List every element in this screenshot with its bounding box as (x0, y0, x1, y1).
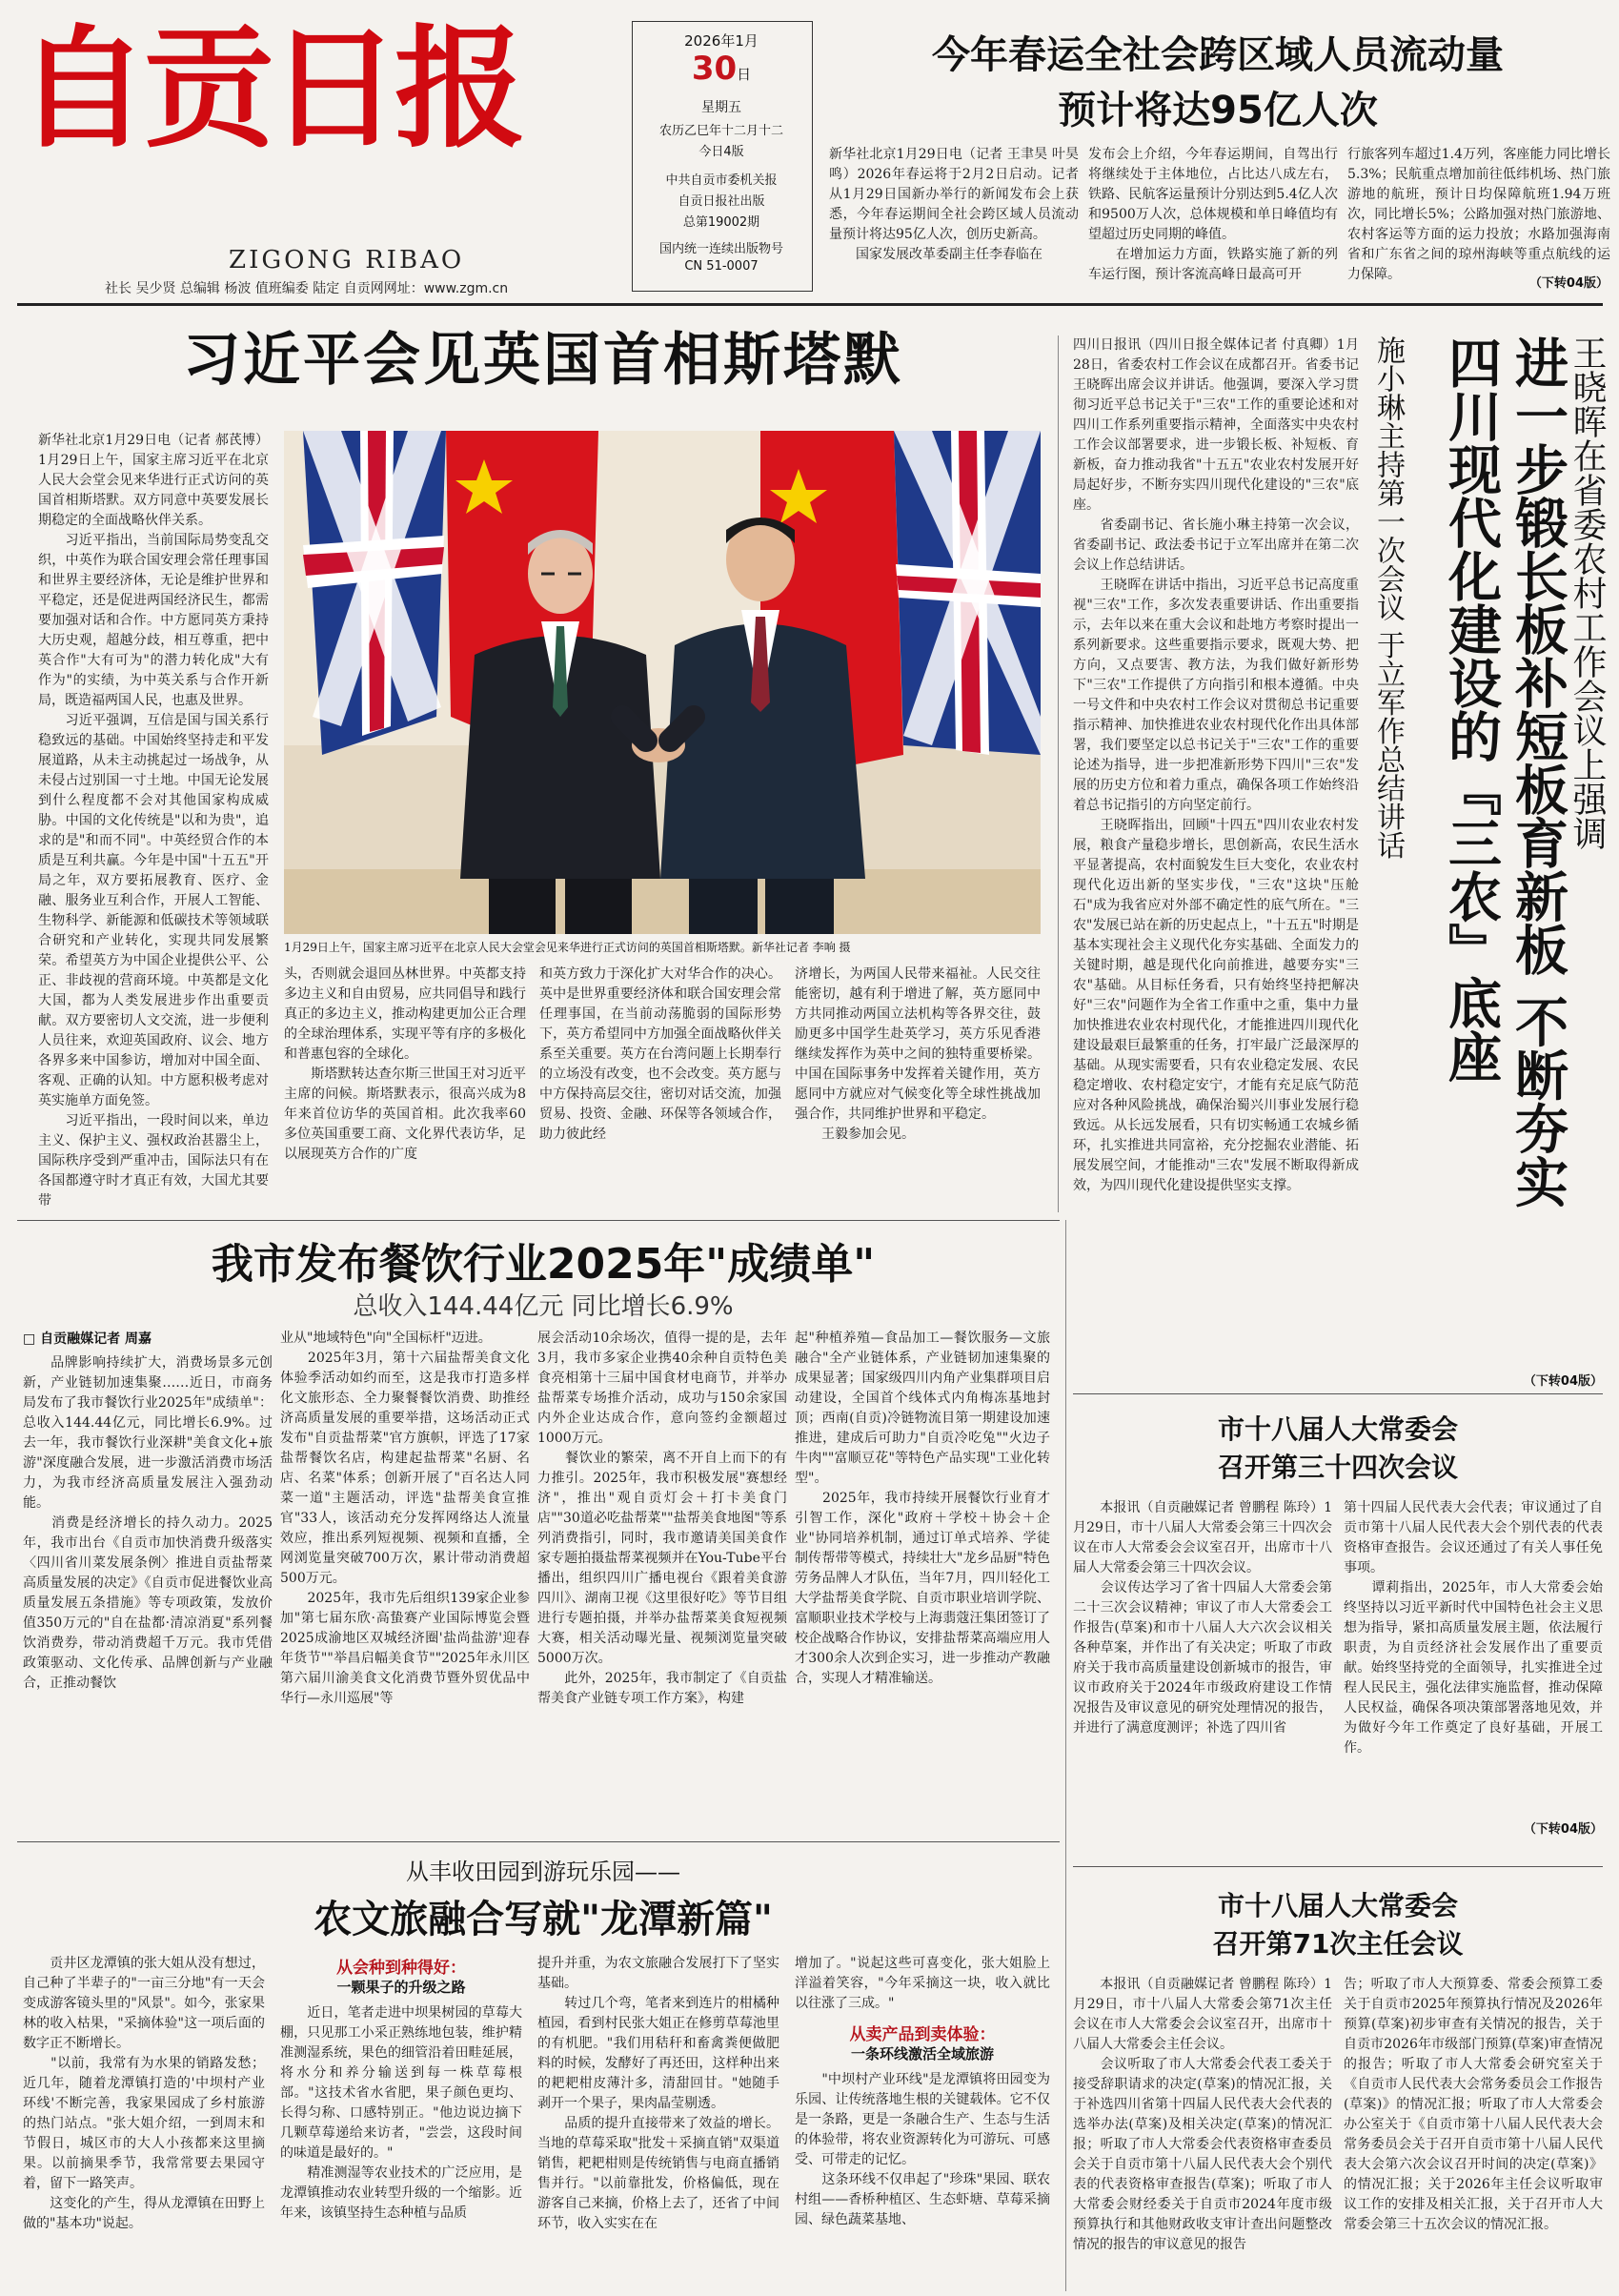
npc71-title-1: 市十八届人大常委会 (1217, 1890, 1458, 1921)
rural-kicker: 从丰收田园到游玩乐园—— (406, 1859, 680, 1885)
rural-col-2: 近日，笔者走进中坝果树园的草莓大棚，只见那工小采正熟练地包装，维护精准测湿系统，果色的细管沿着田畦延展，将水分和养分输送到每一株草莓根部。"这技术省水省肥，果子颜色更均、长得匀称、口感特别正。"他边说边摘下几颗草莓递给来访者，"尝尝，这段时间的味道是最好的。" 精准测湿等农业技术的广泛应用，是龙潭镇推动农业转型升级的一个缩影。近年来，该镇坚持生态种植与品质 (280, 2005, 522, 2221)
top-story-continued: （下转04版） (1528, 276, 1609, 291)
union-flag-right (894, 431, 1041, 755)
lead-right-divider (1058, 335, 1059, 1212)
lead-photo-caption: 1月29日上午，国家主席习近平在北京人民大会堂会见来华进行正式访问的英国首相斯塔默。新华社记者 李响 摄 (284, 941, 851, 954)
rural-col-5: "中坝村产业环线"是龙潭镇将田园变为乐园、让传统落地生根的关键载体。它不仅是一条路，更是一条融合生产、生态与生活的体验带，将农业资源转化为可游玩、可感受、可带走的记忆。 这条环线不仅串起了"珍珠"果园、联农村组——香桥种植区、生态虾塘、草莓采摘园、绿色蔬菜基地、 (795, 2072, 1050, 2227)
npc34-continued: （下转04版） (1523, 1822, 1603, 1837)
npc34-title-2: 召开第三十四次会议 (1217, 1452, 1458, 1483)
catering-col-1: 品牌影响持续扩大，消费场景多元创新，产业链韧加速集聚……近日，市商务局发布了我市餐饮行业2025年"成绩单"：总收入144.44亿元，同比增长6.9%。过去一年，我市餐饮行业深耕"美食文化+旅游"深度融合发展，进一步激活消费市场活力，为我市经济高质量发展注入强劲动能。 消费是经济增长的持久动力。2025年，我市出台《自贡市加快消费升级落实〈四川省川菜发展条例〉推进自贡盐帮菜高质量发展的决定》《自贡市促进餐饮业高质量发展五条措施》等专项政策，发放价值350万元的"自在盐都·清凉消夏"系列餐饮消费券，带动消费超千万元。我市凭借政策驱动、文化传承、品牌创新与产业融合，正推动餐饮 (23, 1355, 273, 1691)
rural-top-rule (17, 1841, 1060, 1842)
lower-right-divider (1065, 1220, 1066, 2291)
catering-byline: □ 自贡融媒记者 周嘉 (23, 1331, 152, 1347)
rural-subhead-1: 从会种到种得好： (336, 1959, 466, 1978)
npc71-col-1: 本报讯（自贡融媒记者 曾鹏程 陈玲）1月29日，市十八届人大常委会第71次主任会议在市人大常委会会议室召开，出席市十八届人大常委会主任会议。 会议听取了市人大常委会代表工委关于接受辞职请求的决定(草案)的情况汇报，关于补选四川省第十四届人民代表大会代表的选举办法(草案)及相关决定(草案)的情况汇报；听取了市人大常委会代表资格审查委员会关于自贡市第十八届人民代表大会个别代表的代表资格审查报告(草案)；听取了市人大常委会财经委关于自贡市2024年度市级预算执行和其他财政收支审计查出问题整改情况的报告的审议意见的报告 (1073, 1977, 1332, 2252)
catering-col-3: 展会活动10余场次，值得一提的是，去年3月，我市多家企业携40余种自贡特色美食亮相第十三届中国食材电商节，并举办盐帮菜专场推介活动，成功与150余家国内外企业达成合作，意向签约金额超过1000万元。 餐饮业的繁荣，离不开自上而下的有力推引。2025年，我市积极发展"赛想经济"，推出"观自贡灯会＋打卡美食门店""30道必吃盐帮菜""盐帮美食地图"等系列消费指引，同时，我市邀请美国美食作家专题拍摄盐帮菜视频并在You-Tube平台播出，组织四川广播电视台《跟着美食游四川》、湖南卫视《这里很好吃》等节目组进行专题拍摄，并举办盐帮菜美食短视频大赛，相关活动曝光量、视频浏览量突破5000万次。 此外，2025年，我市制定了《自贡盐帮美食产业链专项工作方案》，构建 (537, 1331, 787, 1706)
date-day-number: 30 (691, 50, 738, 88)
union-flag-left (303, 431, 446, 755)
npc34-col-1: 本报讯（自贡融媒记者 曾鹏程 陈玲）1月29日，市十八届人大常委会第三十四次会议在市人大常委会会议室召开，出席市十八届人大常委会第三十四次会议。 会议传达学习了省十四届人大常委会第二十三次会议精神；审议了市人大常委会工作报告(草案)和市十八届人大六次会议相关各种草案，并作出了有关决定；听取了市政府关于我市高质量建设创新城市的报告，审议市政府关于2024年市级政府建设工作情况报告及审议意见的研究处理情况的报告，并进行了满意度测评；补选了四川省 (1073, 1500, 1332, 1736)
top-story-col-1: 新华社北京1月29日电（记者 王聿昊 叶昊鸣）2026年春运将于2月2日启动。记者从1月29日国新办举行的新闻发布会上获悉，今年春运期间全社会跨区域人员流动量预计将达95亿人次，创历史新高。 国家发展改革委副主任李春临在 (829, 147, 1079, 262)
lead-photo-illustration (284, 431, 1041, 934)
cn-label: 国内统一连续出版物号 (658, 242, 783, 256)
lead-col-c: 济增长，为两国人民带来福祉。人民交往能密切，越有利于增进了解，英方愿同中方共同推动两国立法机构等各界交往，鼓励更多中国学生赴英学习，英方乐见香港继续发挥作为英中之间的独特重要桥梁。中国在国际事务中发挥着关键作用，英方愿同中方就应对气候变化等全球性挑战加强合作，共同维护世界和平稳定。 王毅参加会见。 (795, 966, 1041, 1142)
date-pages: 今日4版 (698, 145, 744, 159)
top-story-col-2: 发布会上介绍，今年春运期间，自驾出行将继续处于主体地位，占比达八成左右，铁路、民航客运量预计分别达到5.4亿人次和9500万人次，总体规模和单日峰值均有望超过历史同期的峰值。 在增加运力方面，铁路实施了新的列车运行图，预计客流高峰日最高可开 (1088, 147, 1338, 282)
date-day-suffix: 日 (737, 66, 752, 83)
npc34-col-2: 第十四届人民代表大会代表；审议通过了自贡市第十八届人民代表大会个别代表的代表资格审查报告。会议还通过了有关人事任免事项。 谭莉指出，2025年，市人大常委会始终坚持以习近平新时代中国特色社会主义思想为指导，紧扣高质量发展主题，依法履行职责，为自贡经济社会发展作出了重要贡献。始终坚持党的全面领导，扎实推进全过程人民民主，强化法律实施监督，推动保障人民权益，确保各项决策部署落地见效，并为做好今年工作奠定了良好基础，开展工作。 (1344, 1500, 1603, 1756)
catering-title: 我市发布餐饮行业2025年"成绩单" (211, 1240, 876, 1289)
catering-top-rule (17, 1220, 1060, 1221)
catering-col-2: 业从"地域特色"向"全国标杆"迈进。 2025年3月，第十六届盐帮美食文化体验季活动如约而至，这是我市打造多样化文旅形态、全力聚餐餐饮消费、助推经济高质量发展的重要举措，这场活动正式发布"自贡盐帮菜"官方旗帜，评选了17家盐帮餐饮名店，构建起盐帮菜"名厨、名店、名菜"体系；创新开展了"百名达人同菜一道"主题活动，评选"盐帮美食宣推官"33人，该活动充分发挥网络达人流量效应，推出系列短视频、视频和直播，全网浏览量突破700万次，累计带动消费超500万元。 2025年，我市先后组织139家企业参加"第七届东欣·高蛰赛产业国际博览会暨2025成渝地区双城经济圈'盐尚盐游'迎春年货节""举昌启幅美食节""2025年永川区第六届川渝美食文化消费节暨外贸优品中华行—永川巡展"等 (280, 1331, 530, 1706)
masthead-logo: 自贡日报 (17, 10, 521, 166)
sichuan-continued: （下转04版） (1523, 1374, 1603, 1389)
lead-photo (284, 431, 1041, 934)
lead-col-a: 头，否则就会退回丛林世界。中英都支持多边主义和自由贸易，应共同倡导和践行真正的多边主义，推动构建更加公正合理的全球治理体系，实现平等有序的多极化和普惠包容的全球化。 斯塔默转达查尔斯三世国王对习近平主席的问候。斯塔默表示，很高兴成为8年来首位访华的英国首相。此次我率60多位英国重要工商、文化界代表访华，足以展现英方合作的广度 (284, 966, 526, 1162)
rural-subhead-2b: 一条环线激活全域旅游 (850, 2045, 994, 2062)
top-story-title-line-2: 预计将达95亿人次 (1058, 89, 1378, 132)
rural-col-4: 增加了。"说起这些可喜变化，张大姐脸上洋溢着笑容，"今年采摘这一块，收入就比以往涨了三成。" (795, 1956, 1050, 2011)
publisher-line-1: 中共自贡市委机关报 (665, 173, 778, 188)
npc71-title-2: 召开第71次主任会议 (1212, 1928, 1464, 1960)
rural-col-1: 贡井区龙潭镇的张大姐从没有想过，自己种了半辈子的"一亩三分地"有一天会变成游客镜头里的"风景"。如今，张家果林的收入枯果，"采摘体验"这一项后面的数字正不断增长。 "以前，我常有为水果的销路发愁；近几年，随着龙潭镇打造的'中坝村产业环线'不断完善，我家果园成了乡村旅游的热门站点。"张大姐介绍，一到周末和节假日，城区市的大人小孩都来这里摘果。以前摘果季节，我常常要去果园守着，留下一路笑声。 这变化的产生，得从龙潭镇在田野上做的"基本功"说起。 (23, 1956, 265, 2231)
npc71-top-rule (1073, 1866, 1603, 1867)
cn-number: CN 51-0007 (684, 259, 759, 274)
npc34-top-rule (1073, 1393, 1603, 1394)
top-story-title-line-1: 今年春运全社会跨区域人员流动量 (932, 33, 1504, 77)
sichuan-intro-title: 王晓晖在省委农村工作会议上强调 (1568, 335, 1607, 850)
masthead-staff-line: 社长 吴少贤 总编辑 杨波 值班编委 陆定 自贡网网址：www.zgm.cn (105, 281, 509, 296)
lead-col-left: 新华社北京1月29日电（记者 郝芪博）1月29日上午，国家主席习近平在北京人民大会堂会见来华进行正式访问的英国首相斯塔默。双方同意中英要发展长期稳定的全面战略伙伴关系。 习近平指出，当前国际局势变乱交织，中英作为联合国安理会常任理事国和世界主要经济体，无论是维护世界和平稳定，还是促进两国经济民生，都需要加强对话和合作。中方愿同英方秉持大历史观，超越分歧，相互尊重，把中英合作"大有可为"的潜力转化成"大有作为"的实绩，为中英关系与合作开新局，既造福两国人民，也惠及世界。 习近平强调，互信是国与国关系行稳致远的基础。中国始终坚持走和平发展道路，从未主动挑起过一场战争，从未侵占过别国一寸土地。中国无论发展到什么程度都不会对其他国家构成威胁。中国的文化传统是"以和为贵"，追求的是"和而不同"。中英经贸合作的本质是互利共赢。今年是中国"十五五"开局之年，双方要拓展教育、医疗、金融、服务业互利合作，开展人工智能、生物科学、新能源和低碳技术等领域联合研究和产业转化，实现共同发展繁荣。希望英方为中国企业提供公平、公正、非歧视的营商环境。中英都是文化大国，都为人类发展进步作出重要贡献。双方要密切人文交流，进一步便利人员往来，欢迎英国政府、议会、地方各界多来中国参访，增加对中国全面、客观、正确的认知。中方愿积极考虑对英实施单方面免签。 习近平指出，一段时间以来，单边主义、保护主义、强权政治甚嚣尘上，国际秩序受到严重冲击，国际法只有在各国都遵守时才真正有效，大国尤其要带 (38, 433, 269, 1209)
lead-col-b: 和英方致力于深化扩大对华合作的决心。英中是世界重要经济体和联合国安理会常任理事国，在当前动荡脆弱的国际形势下，英方希望同中方加强全面战略伙伴关系至关重要。英方在台湾问题上长期奉行的立场没有改变，也不会改变。英方愿与中方保持高层交往，密切对话交流，加强贸易、投资、金融、环保等各领域合作，助力彼此经 (539, 966, 781, 1142)
masthead-pinyin: ZIGONG RIBAO (229, 246, 465, 274)
catering-col-4: 起"种植养殖—食品加工—餐饮服务—文旅融合"全产业链体系，产业链韧加速集聚的成果显著；国家级四川内角产业集群项目启动建设，全国首个线体式内角梅冻基地封顶；西南(自贡)冷链物流目第一期建设加速推进，建成后可助力"自贡冷吃兔""火边子牛肉""富顺豆花"等特色产品实现"工业化转型"。 2025年，我市持续开展餐饮行业育才引智工作，深化"政府＋学校＋协会＋企业"协同培养机制，通过订单式培养、学徒制传帮带等模式，持续壮大"龙乡品厨"特色劳务品牌人才队伍，当年7月，四川轻化工大学盐帮美食学院、自贡市职业培训学院、富顺职业技术学校与上海翡蔻汪集团签订了校企战略合作协议，安排盐帮菜高端应用人才300余人次到企实习，进一步推动产教融合，实现人才精准输送。 (795, 1331, 1050, 1686)
catering-subtitle: 总收入144.44亿元 同比增长6.9% (353, 1292, 734, 1321)
publisher-line-2: 自贡日报社出版 (678, 194, 765, 209)
rural-subhead-1b: 一颗果子的升级之路 (336, 1979, 466, 1996)
masthead-rule (17, 303, 1603, 306)
date-year-month: 2026年1月 (684, 32, 759, 50)
top-story-col-3: 行旅客列车超过1.4万列，客座能力同比增长5.3%；民航重点增加前往低纬机场、热门旅游地的航班，预计日均保障航班1.94万班次，同比增长5%；公路加强对热门旅游地、农村客运等方面的运力投放；水路加强海南省和广东省之间的琼州海峡等重点航线的运力保障。 (1347, 147, 1610, 282)
rural-col-3: 提升并重，为农文旅融合发展打下了坚实基础。 转过几个弯，笔者来到连片的柑橘种植园，看到村民张大姐正在修剪草莓池里的有机肥。"我们用秸秆和畜禽粪便做肥料的时候，发酵好了再还田，这样种出来的耙耙柑皮薄汁多，清甜回甘。"她随手剥开一个果子，果肉晶莹剔透。 品质的提升直接带来了效益的增长。当地的草莓采取"批发＋采摘直销"双渠道销售，耙耙柑则是传统销售与电商直播销售并行。"以前靠批发，价格偏低，现在游客自己来摘，价格上去了，还省了中间环节，收入实实在在 (537, 1956, 779, 2231)
rural-title: 农文旅融合写就"龙潭新篇" (314, 1898, 773, 1941)
npc71-col-2: 告；听取了市人大预算委、常委会预算工委关于自贡市2025年预算执行情况及2026年预算(草案)初步审查有关情况的报告，关于自贡市2026年市级部门预算(草案)审查情况的报告；听取了市人大常委会研究室关于《自贡市人民代表大会常务委员会工作报告(草案)》的情况汇报；听取了市人大常委会办公室关于《自贡市第十八届人民代表大会常务委员会关于召开自贡市第十八届人民代表大会第六次会议召开时间的决定(草案)》的情况汇报；关于2026年主任会议听取审议工作的安排及相关汇报，关于召开市人大常委会第三十五次会议的情况汇报。 (1344, 1977, 1603, 2232)
sichuan-main-title: 进一步锻长板补短板育新板 不断夯实四川现代化建设的『三农』底座 (1440, 335, 1568, 1209)
lead-title: 习近平会见英国首相斯塔默 (183, 327, 903, 394)
sichuan-sub-title: 施小琳主持第一次会议 于立军作总结讲话 (1371, 335, 1405, 860)
npc34-title-1: 市十八届人大常委会 (1217, 1413, 1458, 1445)
date-weekday: 星期五 (701, 100, 741, 115)
date-lunar: 农历乙巳年十二月十二 (658, 124, 783, 138)
rural-subhead-2: 从卖产品到卖体验： (849, 2025, 996, 2044)
issue-number: 总第19002期 (682, 215, 760, 230)
date-day (632, 50, 811, 88)
sichuan-text-upper: 四川日报讯（四川日报全媒体记者 付真卿）1月28日，省委农村工作会议在成都召开。省委书记王晓晖出席会议并讲话。他强调，要深入学习贯彻习近平总书记关于"三农"工作的重要论述和对四川工作系列重要指示精神，全面落实中央农村工作会议部署要求，进一步锻长板、补短板、育新板，奋力推动我省"十五五"农业农村发展开好局起好步，不断夯实四川现代化建设的"三农"底座。 省委副书记、省长施小琳主持第一次会议，省委副书记、政法委书记于立军出席并在第二次会议上作总结讲话。 王晓晖在讲话中指出，习近平总书记高度重视"三农"工作，多次发表重要讲话、作出重要指示，去年以来在重大会议和赴地方考察时提出一系列新要求。这些重要指示要求，既观大势、把方向，又点要害、教方法，为我们做好新形势下"三农"工作提供了方向指引和根本遵循。中央一号文件和中央农村工作会议对贯彻总书记重要指示精神、加快推进农业农村现代化作出具体部署，我们要坚定以总书记关于"三农"工作的重要论述为指导，进一步把准新形势下四川"三农"发展的历史方位和着力重点，确保各项工作始终沿着总书记指引的方向坚定前行。 王晓晖指出，回顾"十四五"四川农业农村发展，粮食产量稳步增长，思创新高，农民生活水平显著提高，农村面貌发生巨大变化，农业农村现代化迈出新的坚实步伐，"三农"这块"压舱石"成为我省应对外部不确定性的底气所在。"三农"发展已站在新的历史起点上，"十五五"时期是基本实现社会主义现代化夯实基础、全面发力的关键时期，越是现代化向前推进，越要夯实"三农"基础。从目标任务看，只有始终坚持把解决好"三农"问题作为全省工作重中之重，集中力量加快推进农业农村现代化，才能推进四川现代化建设最艰巨最繁重的任务，打牢最广泛最深厚的基础。从现实需要看，只有农业稳定发展、农民稳定增收、农村稳定安宁，才能有充足底气防范应对各种风险挑战，确保治蜀兴川事业发展行稳致远。从长远发展看，只有切实畅通工农城乡循环，扎实推进共同富裕，充分挖掘农业潜能、拓展发展空间，才能推动"三农"发展不断取得新成效，为四川现代化建设提供坚实支撑。 (1073, 337, 1359, 1193)
